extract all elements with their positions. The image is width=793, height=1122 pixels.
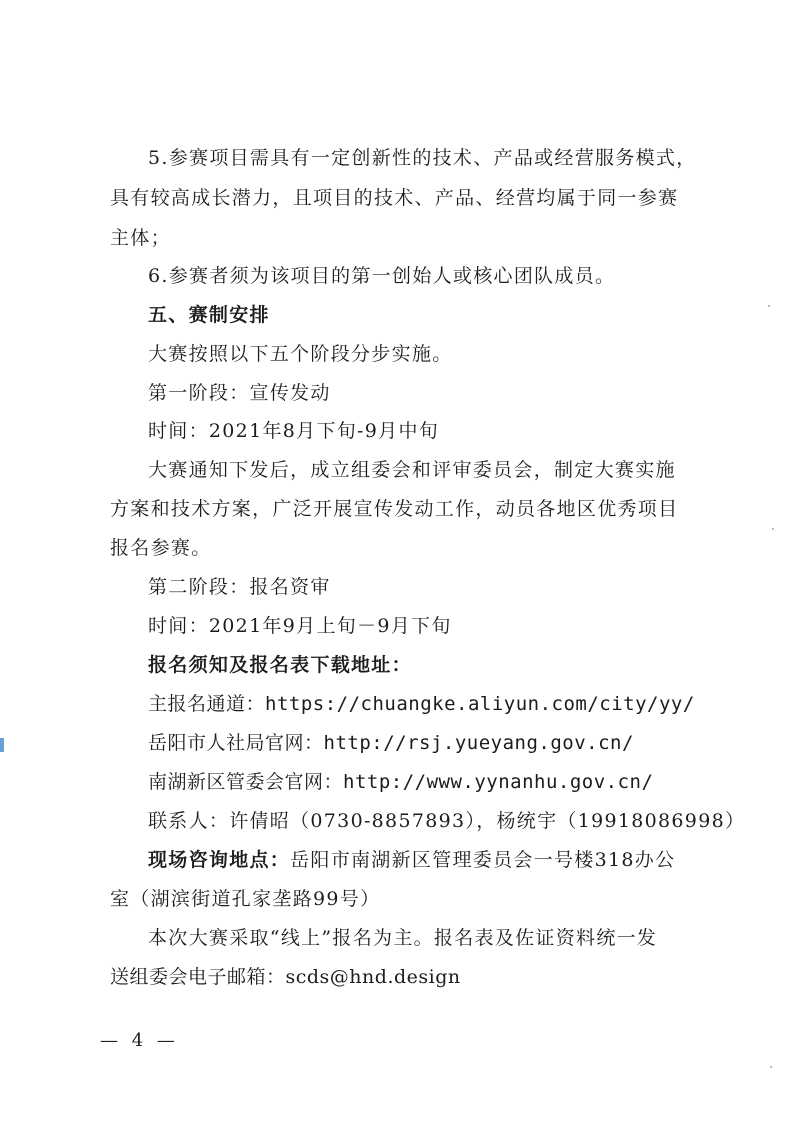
stage-1-desc-line-2: 方案和技术方案，广泛开展宣传发动工作，动员各地区优秀项目 xyxy=(110,498,679,520)
scan-mark xyxy=(0,738,4,752)
hr-bureau-url[interactable]: 岳阳市人社局官网：http://rsj.yueyang.gov.cn/ xyxy=(148,732,634,754)
stage-1-time: 时间：2021年8月下旬-9月中旬 xyxy=(148,420,440,442)
item-5-line-2: 具有较高成长潜力，且项目的技术、产品、经营均属于同一参赛 xyxy=(110,187,679,209)
registration-note-line-1: 本次大赛采取“线上”报名为主。报名表及佐证资料统一发 xyxy=(148,927,658,949)
paragraph-intro: 大赛按照以下五个阶段分步实施。 xyxy=(148,343,453,365)
consult-location-label: 现场咨询地点： xyxy=(148,849,291,871)
stage-1-title: 第一阶段：宣传发动 xyxy=(148,382,331,404)
scan-speck xyxy=(772,528,774,530)
item-5-line-1: 5.参赛项目需具有一定创新性的技术、产品或经营服务模式， xyxy=(148,147,697,169)
nanhu-committee-url[interactable]: 南湖新区管委会官网：http://www.yynanhu.gov.cn/ xyxy=(148,771,654,793)
scan-speck xyxy=(770,1066,772,1068)
section-heading-5: 五、赛制安排 xyxy=(148,304,270,326)
consult-location-line-2: 室（湖滨街道孔家垄路99号） xyxy=(110,888,381,910)
contact-persons: 联系人：许倩昭（0730-8857893），杨统宇（19918086998） xyxy=(148,810,746,832)
stage-1-desc-line-1: 大赛通知下发后，成立组委会和评审委员会，制定大赛实施 xyxy=(148,459,676,481)
stage-2-time: 时间：2021年9月上旬－9月下旬 xyxy=(148,615,452,637)
consult-location-line-1 xyxy=(148,848,748,872)
consult-location-value: 岳阳市南湖新区管理委员会一号楼318办公 xyxy=(290,849,676,871)
page-number: — 4 — xyxy=(100,1030,179,1051)
item-5-line-3: 主体； xyxy=(110,227,171,249)
stage-2-title: 第二阶段：报名资审 xyxy=(148,576,331,598)
scan-speck xyxy=(768,305,770,307)
item-6: 6.参赛者须为该项目的第一创始人或核心团队成员。 xyxy=(148,265,616,287)
download-heading: 报名须知及报名表下载地址： xyxy=(148,654,412,676)
registration-email[interactable]: 送组委会电子邮箱：scds@hnd.design xyxy=(110,966,461,988)
main-registration-url[interactable]: 主报名通道：https://chuangke.aliyun.com/city/yy/ xyxy=(148,693,695,715)
stage-1-desc-line-3: 报名参赛。 xyxy=(110,537,212,559)
